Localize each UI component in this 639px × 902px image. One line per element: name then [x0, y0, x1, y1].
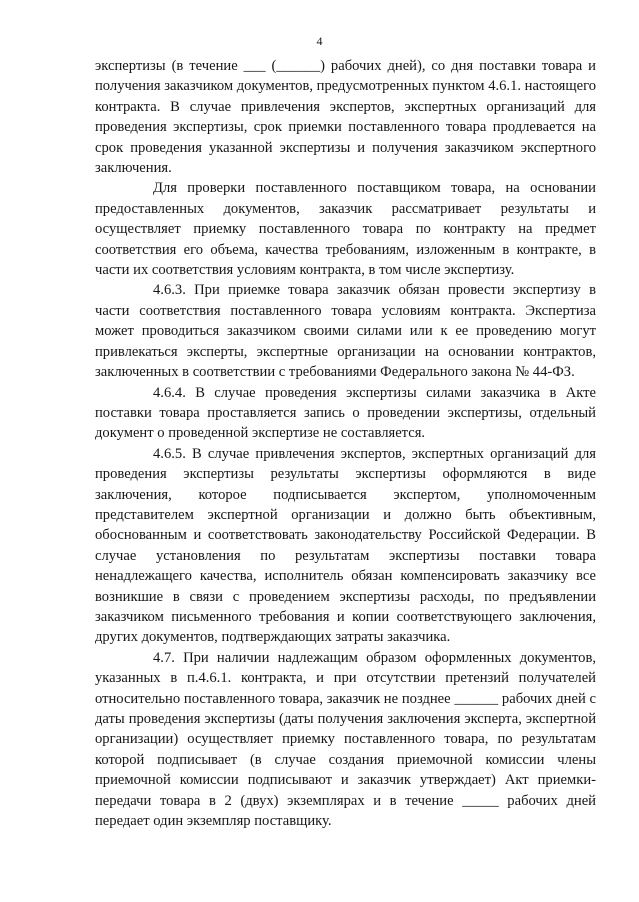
- paragraph-clause-4-6-3: 4.6.3. При приемке товара заказчик обязан провести экспертизу в части соответствия поставленного товара условиям контракта. Экспертиза может проводиться заказчиком своими силами или к ее проведению могут привлекаться эксперты, экспертные организации на основании контрактов, заключенных в соответствии с требованиями Федерального закона № 44-ФЗ.: [95, 282, 596, 381]
- paragraph-clause-4-6-5: 4.6.5. В случае привлечения экспертов, экспертных организаций для проведения экспертизы результаты экспертизы оформляются в виде заключения, которое подписывается экспертом, уполномоченным представителем экспертной организации и должно быть объективным, обоснованным и соответствовать законодательству Российской Федерации. В случае установления по результатам экспертизы поставки товара ненадлежащего качества, исполнитель обязан компенсировать заказчику все возникшие в связи с проведением экспертизы расходы, по предъявлении заказчиком письменного требования и копии соответствующего заключения, других документов, подтверждающих затраты заказчика.: [95, 445, 596, 646]
- page-number: 4: [316, 34, 323, 48]
- document-body: [95, 56, 596, 831]
- paragraph-clause-4-6-4: 4.6.4. В случае проведения экспертизы силами заказчика в Акте поставки товара проставляется запись о проведении экспертизы, отдельный документ о проведенной экспертизе не составляется.: [95, 384, 596, 442]
- paragraph-expertise-term: экспертизы (в течение ___ (______) рабочих дней), со дня поставки товара и получения заказчиком документов, предусмотренных пунктом 4.6.1. настоящего контракта. В случае привлечения экспертов, экспертных организаций для проведения экспертизы, срок приемки поставленного товара продлевается на срок проведения указанной экспертизы и получения заказчиком экспертного заключения.: [95, 58, 596, 177]
- paragraph-goods-check: Для проверки поставленного поставщиком товара, на основании предоставленных документов, заказчик рассматривает результаты и осуществляет приемку поставленного товара по контракту на предмет соответствия его объема, качества требованиям, изложенным в контракте, в части их соответствия условиям контракта, в том числе экспертизу.: [95, 180, 596, 279]
- paragraph-clause-4-7: 4.7. При наличии надлежащим образом оформленных документов, указанных в п.4.6.1. контракта, и при отсутствии претензий получателей относительно поставленного товара, заказчик не позднее ______ рабочих дней с даты проведения экспертизы (даты получения заключения эксперта, экспертной организации) осуществляет приемку поставленного товара, по результатам которой подписывает (в случае создания приемочной комиссии члены приемочной комиссии подписывают и заказчик утверждает) Акт приемки-передачи товара в 2 (двух) экземплярах и в течение _____ рабочих дней передает один экземпляр поставщику.: [95, 649, 596, 830]
